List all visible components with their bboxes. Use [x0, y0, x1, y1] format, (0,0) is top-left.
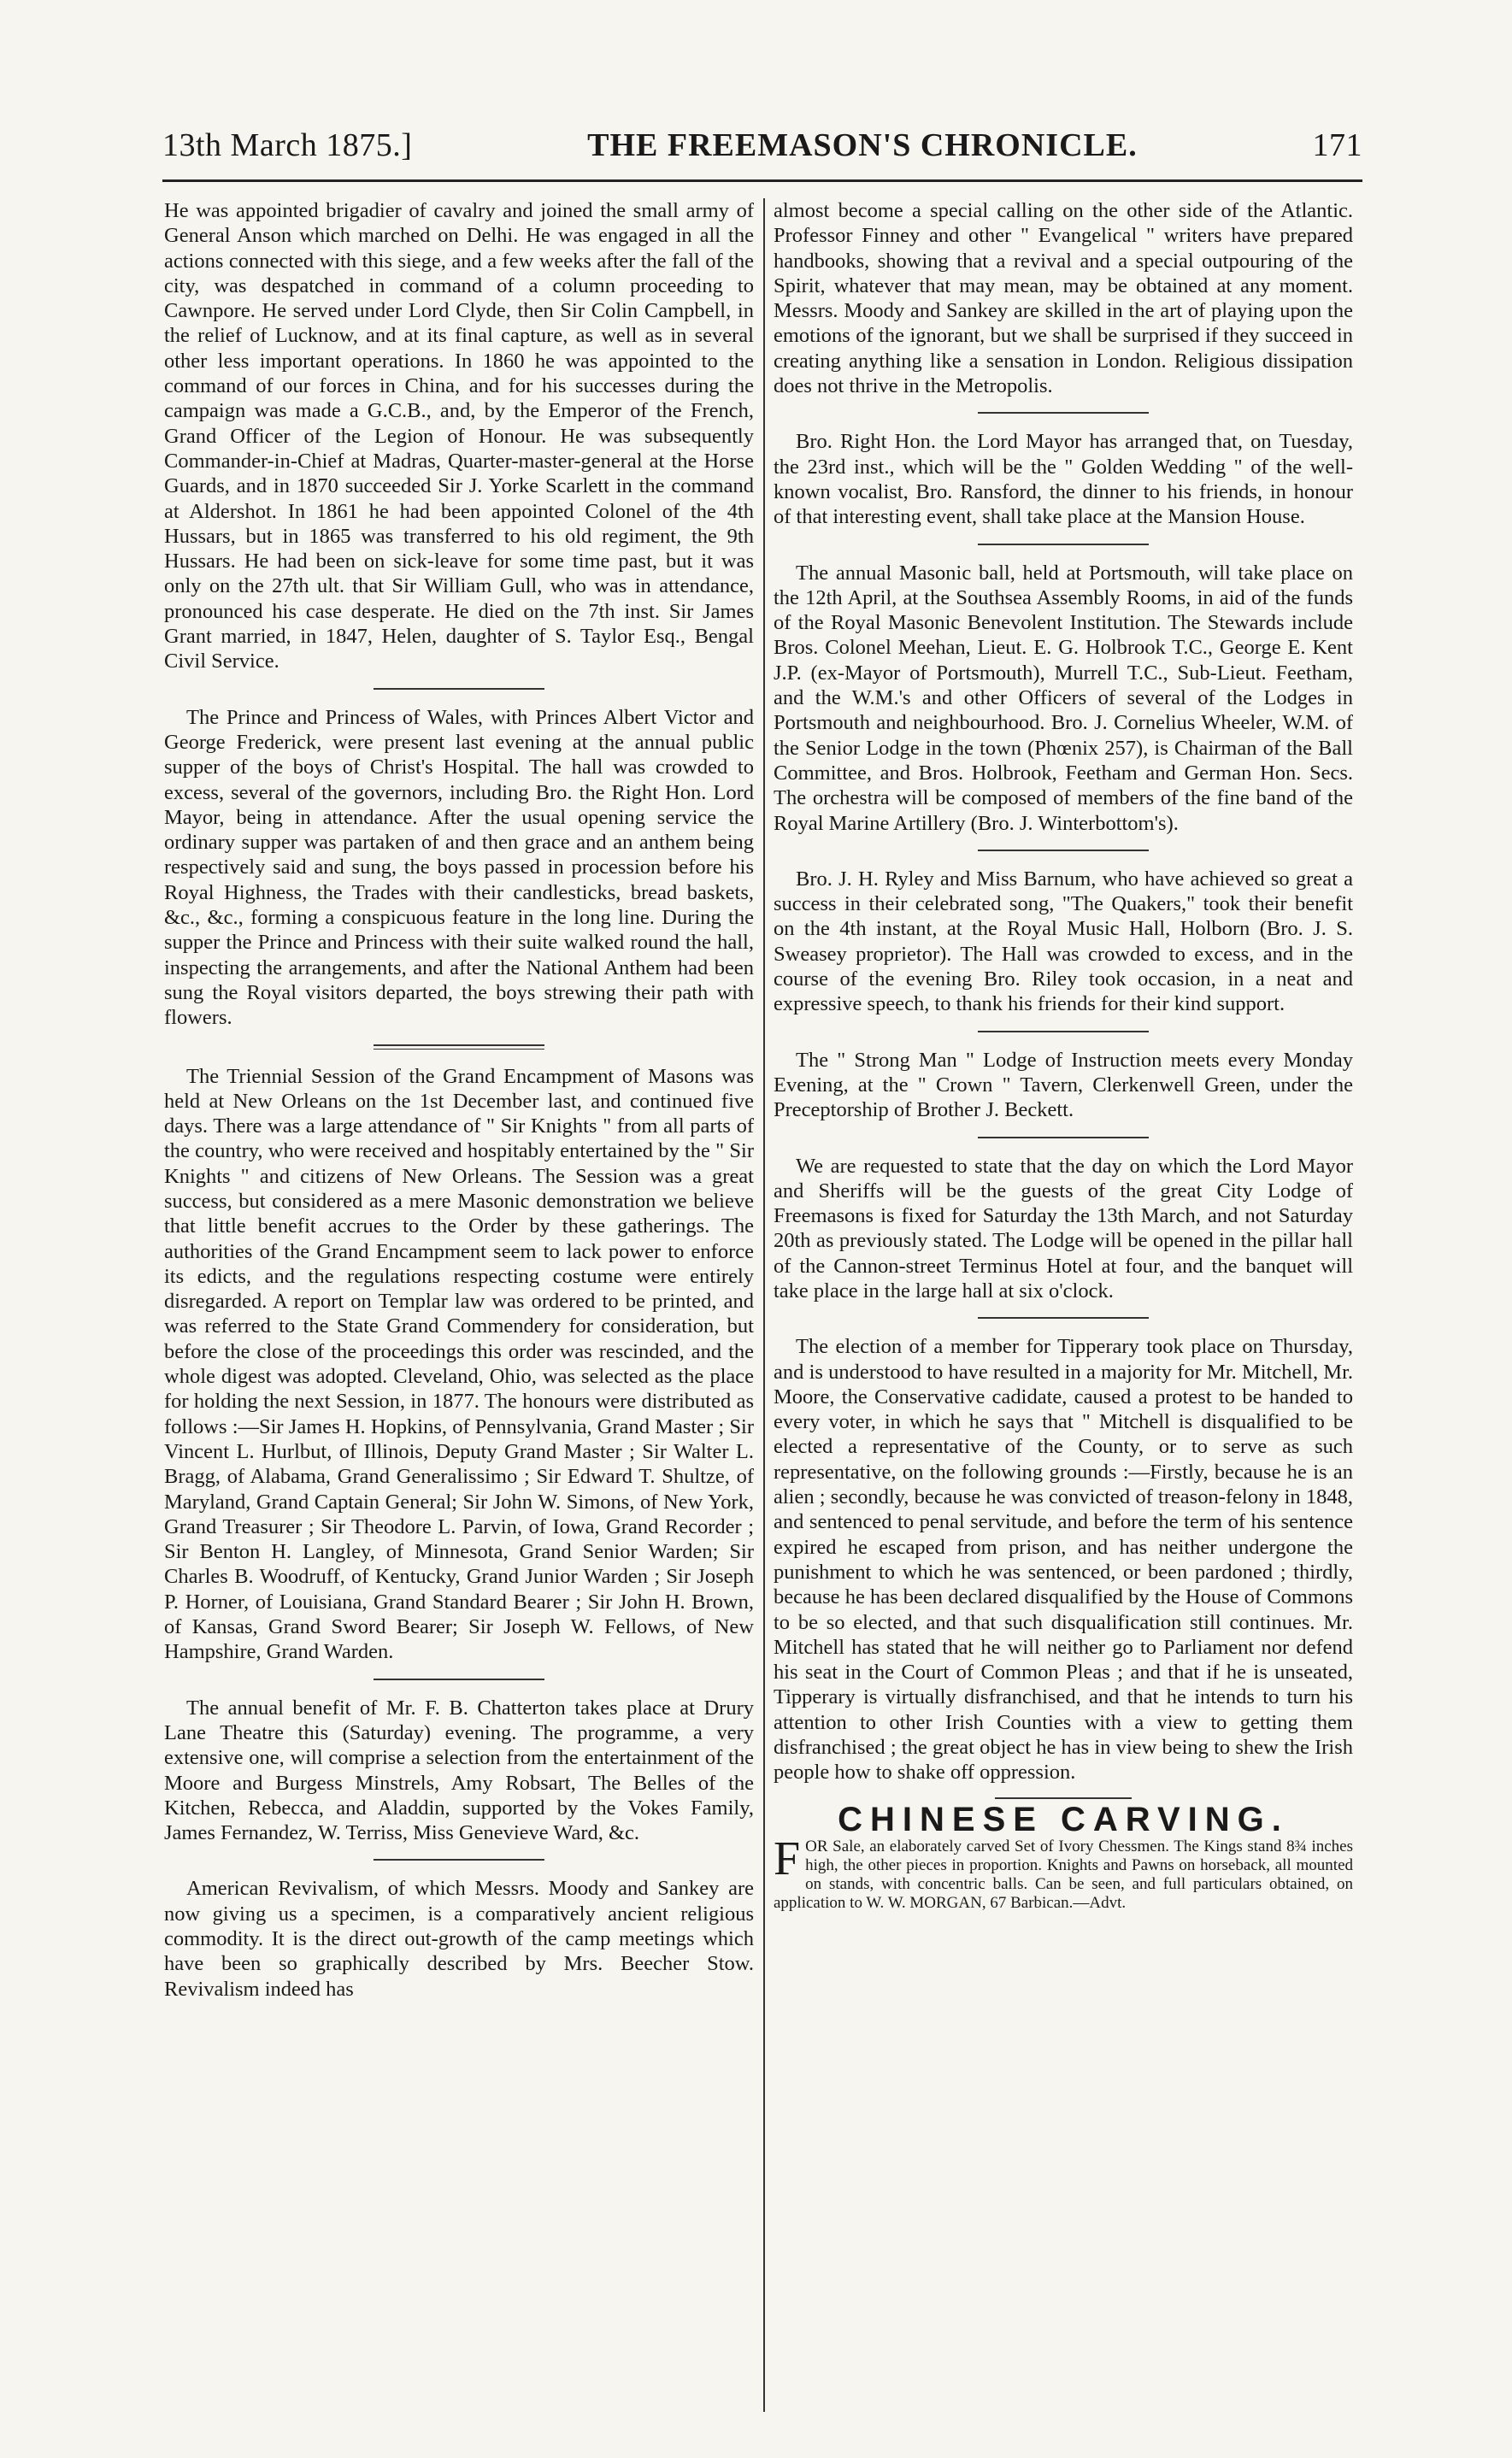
- article-ryley-barnum: Bro. J. H. Ryley and Miss Barnum, who have achieved so great a success in their celebrated song, "The Quakers," took their benefit on the 4th instant, at the Royal Music Hall, Holborn (Bro. J. S. Sweasey proprietor). The Hall was crowded to excess, and in the course of the evening Bro. Riley took occasion, in a neat and expressive speech, to thank his friends for their kind support.: [774, 867, 1353, 1016]
- advertisement-drop-cap: F: [774, 1832, 801, 1885]
- separator-rule: [374, 1859, 544, 1861]
- article-strong-man-lodge: The " Strong Man " Lodge of Instruction meets every Monday Evening, at the " Crown " Tavern, Clerkenwell Green, under the Preceptorship of Brother J. Beckett.: [774, 1048, 1353, 1122]
- separator-rule: [978, 1137, 1149, 1138]
- separator-rule: [978, 1317, 1149, 1319]
- separator-rule: [374, 688, 544, 690]
- article-chatterton-benefit: The annual benefit of Mr. F. B. Chatterton takes place at Drury Lane Theatre this (Saturday) evening. The programme, a very extensive one, will comprise a selection from the entertainment of the Moore and Burgess Minstrels, Amy Robsart, The Belles of the Kitchen, Rebecca, and Aladdin, supported by the Vokes Family, James Fernandez, W. Terriss, Miss Genevieve Ward, &c.: [164, 1696, 754, 1845]
- advertisement-body: [774, 1832, 1353, 1913]
- left-column: [164, 198, 754, 2412]
- separator-rule: [978, 412, 1149, 414]
- issue-date: 13th March 1875.]: [162, 127, 413, 163]
- header-rule: [162, 179, 1362, 182]
- separator-rule: [978, 850, 1149, 851]
- separator-rule: [978, 1031, 1149, 1032]
- separator-rule: [374, 1044, 544, 1049]
- article-revivalism-continued: almost become a special calling on the other side of the Atlantic. Professor Finney and other " Evangelical " writers have prepared handbooks, showing that a revival and a special outpouring of the Spirit, whatever that may mean, may be obtained at any moment. Messrs. Moody and Sankey are skilled in the art of playing upon the emotions of the ignorant, but we shall be surprised if they succeed in creating anything like a sensation in London. Religious dissipation does not thrive in the Metropolis.: [774, 199, 1353, 398]
- article-portsmouth-ball: The annual Masonic ball, held at Portsmouth, will take place on the 12th April, at the Southsea Assembly Rooms, in aid of the funds of the Royal Masonic Benevolent Institution. The Stewards include Bros. Colonel Meehan, Lieut. E. G. Holbrook T.C., George E. Kent J.P. (ex-Mayor of Portsmouth), Murrell T.C., Sub-Lieut. Feetham, and the W.M.'s and other Officers of several of the Lodges in Portsmouth and neighbourhood. Bro. J. Cornelius Wheeler, W.M. of the Senior Lodge in the town (Phœnix 257), is Chairman of the Ball Committee, and Bros. Holbrook, Feetham and German Hon. Secs. The orchestra will be composed of members of the fine band of the Royal Marine Artillery (Bro. J. Winterbottom's).: [774, 561, 1353, 835]
- article-christs-hospital: The Prince and Princess of Wales, with Princes Albert Victor and George Frederick, were present last evening at the annual public supper of the boys of Christ's Hospital. The hall was crowded to excess, several of the governors, including Bro. the Right Hon. Lord Mayor, being in attendance. After the usual opening service the ordinary supper was partaken of and then grace and an anthem being respectively said and sung, the boys passed in procession before his Royal Highness, the Trades with their candlesticks, bread baskets, &c., &c., forming a conspicuous feature in the long line. During the supper the Prince and Princess with their suite walked round the hall, inspecting the arrangements, and after the National Anthem had been sung the Royal visitors departed, the boys strewing their path with flowers.: [164, 705, 754, 1030]
- column-divider: [763, 198, 765, 2412]
- article-golden-wedding: Bro. Right Hon. the Lord Mayor has arranged that, on Tuesday, the 23rd inst., which will be the " Golden Wedding " of the well-known vocalist, Bro. Ransford, the dinner to his friends, in honour of that interesting event, shall take place at the Mansion House.: [774, 430, 1353, 529]
- article-american-revivalism: American Revivalism, of which Messrs. Moody and Sankey are now giving us a specimen, is a comparatively ancient religious commodity. It is the direct out-growth of the camp meetings which have been so graphically described by Mrs. Beecher Stow. Revivalism indeed has: [164, 1877, 754, 2001]
- separator-rule: [978, 544, 1149, 545]
- article-city-lodge: We are requested to state that the day on which the Lord Mayor and Sheriffs will be the guests of the great City Lodge of Freemasons is fixed for Saturday the 13th March, and not Saturday 20th as previously stated. The Lodge will be opened in the pillar hall of the Cannon-street Terminus Hotel at four, and the banquet will take place in the large hall at six o'clock.: [774, 1154, 1353, 1303]
- page-header: [162, 120, 1362, 171]
- article-grand-encampment: The Triennial Session of the Grand Encampment of Masons was held at New Orleans on the 1st December last, and continued five days. There was a large attendance of " Sir Knights " from all parts of the country, who were received and hospitably entertained by the " Sir Knights " and citizens of New Orleans. The Session was a great success, but considered as a mere Masonic demonstration we believe that little benefit accrues to the Order by these gatherings. The authorities of the Grand Encampment seem to lack power to enforce its edicts, and the regulations respecting costume were entirely disregarded. A report on Templar law was ordered to be printed, and was referred to the State Grand Commendery for consideration, but before the close of the proceedings this order was rescinded, and the whole digest was adopted. Cleveland, Ohio, was selected as the place for holding the next Session, in 1877. The honours were distributed as follows :—Sir James H. Hopkins, of Pennsylvania, Grand Master ; Sir Vincent L. Hurlbut, of Illinois, Deputy Grand Master ; Sir Walter L. Bragg, of Alabama, Grand Generalissimo ; Sir Edward T. Shultze, of Maryland, Grand Captain General; Sir John W. Simons, of New York, Grand Treasurer ; Sir Theodore L. Parvin, of Iowa, Grand Recorder ; Sir Benton H. Langley, of Minnesota, Grand Senior Warden; Sir Charles B. Woodruff, of Kentucky, Grand Junior Warden ; Sir Joseph P. Horner, of Louisiana, Grand Standard Bearer ; Sir John H. Brown, of Kansas, Grand Sword Bearer; Sir Joseph W. Fellows, of New Hampshire, Grand Warden.: [164, 1064, 754, 1664]
- advertisement-rule: [995, 1797, 1132, 1799]
- publication-title: THE FREEMASON'S CHRONICLE.: [587, 127, 1138, 163]
- article-tipperary-election: The election of a member for Tipperary took place on Thursday, and is understood to have resulted in a majority for Mr. Mitchell, Mr. Moore, the Conservative cadidate, caused a protest to be handed to every voter, in which he says that " Mitchell is disqualified to be elected a representative of the County, or to serve as such representative, on the following grounds :—Firstly, because he is an alien ; secondly, because he was convicted of treason-felony in 1848, and sentenced to penal servitude, and before the term of his sentence expired he escaped from prison, and has neither undergone the punishment to which he was sentenced, or been pardoned ; thirdly, because he has been declared disqualified by the House of Commons to be so elected, and that such disqualification still continues. Mr. Mitchell has stated that he will neither go to Parliament nor defend his seat in the Court of Common Pleas ; and that if he is unseated, Tipperary is virtually disfranchised, and that he intends to turn his attention to other Irish Counties with a view to getting them disfranchised ; the great object he has in view being to shew the Irish people how to shake off oppression.: [774, 1335, 1353, 1785]
- article-grant-obituary: He was appointed brigadier of cavalry and joined the small army of General Anson which marched on Delhi. He was engaged in all the actions connected with this siege, and a few weeks after the fall of the city, was despatched in command of a column proceeding to Cawnpore. He served under Lord Clyde, then Sir Colin Campbell, in the relief of Lucknow, and at its final capture, as well as in several other less important operations. In 1860 he was appointed to the command of our forces in China, and for his successes during the campaign was made a G.C.B., and, by the Emperor of the French, Grand Officer of the Legion of Honour. He was subsequently Commander-in-Chief at Madras, Quarter-master-general at the Horse Guards, and in 1870 succeeded Sir J. Yorke Scarlett in the command at Aldershot. In 1861 he had been appointed Colonel of the 4th Hussars, but in 1865 was transferred to his old regiment, the 9th Hussars. He had been on sick-leave for some time past, but it was only on the 27th ult. that Sir William Gull, who was in attendance, pronounced his case desperate. He died on the 7th inst. Sir James Grant married, in 1847, Helen, daughter of S. Taylor Esq., Bengal Civil Service.: [164, 199, 754, 673]
- page-number: 171: [1312, 127, 1362, 163]
- right-column: [774, 198, 1353, 2412]
- separator-rule: [374, 1679, 544, 1680]
- advertisement-title: CHINESE CARVING.: [838, 1800, 1289, 1838]
- advertisement-text: OR Sale, an elaborately carved Set of Ivory Chessmen. The Kings stand 8¾ inches high, the other pieces in proportion. Knights and Pawns on horseback, all mounted on stands, with concentric balls. Can be seen, and full particulars obtained, on application to W. W. MORGAN, 67 Barbican.—Advt.: [774, 1837, 1353, 1912]
